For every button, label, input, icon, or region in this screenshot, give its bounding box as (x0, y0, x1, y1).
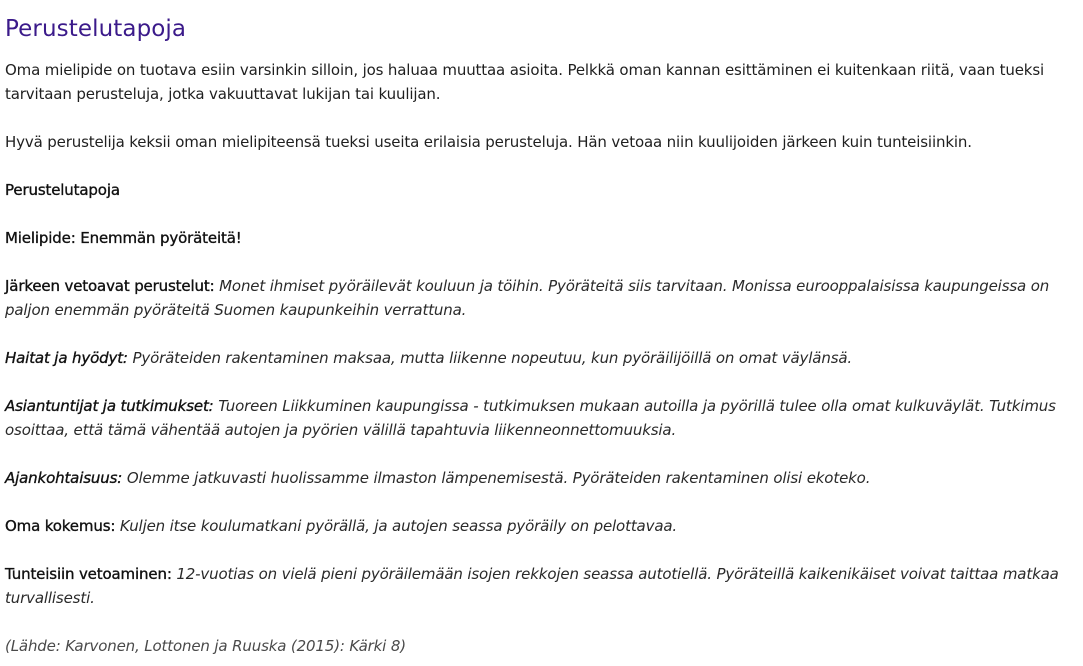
argument-label: Haitat ja hyödyt: (5, 349, 128, 367)
argument-label: Ajankohtaisuus: (5, 469, 123, 487)
opinion-statement (5, 226, 1077, 250)
subheading-text: Perustelutapoja (5, 181, 120, 199)
page-title: Perustelutapoja (5, 16, 187, 42)
source-citation (5, 634, 1077, 658)
source-text: (Lähde: Karvonen, Lottonen ja Ruuska (2015): Kärki 8) (5, 637, 406, 655)
argument-topicality (5, 466, 1077, 490)
argument-label: Oma kokemus: (5, 517, 116, 535)
argument-text: Pyöräteiden rakentaminen maksaa, mutta liikenne nopeutuu, kun pyöräilijöillä on omat väylänsä. (132, 349, 853, 367)
argument-text: Kuljen itse koulumatkani pyörällä, ja autojen seassa pyöräily on pelottavaa. (119, 517, 678, 535)
argument-text: 12-vuotias on vielä pieni pyöräilemään isojen rekkojen seassa autotiellä. Pyöräteillä kaikenikäiset voivat taittaa matkaa turvallisesti. (5, 565, 1059, 607)
argument-text: Tuoreen Liikkuminen kaupungissa - tutkimuksen mukaan autoilla ja pyörillä tulee olla omat kulkuväylät. Tutkimus osoittaa, että tämä vähentää autojen ja pyörien välillä tapahtuvia liikenneonnettomuuksia. (5, 397, 1056, 439)
opinion-text: Mielipide: Enemmän pyöräteitä! (5, 229, 242, 247)
subheading (5, 178, 1077, 202)
argument-text: Monet ihmiset pyöräilevät kouluun ja töihin. Pyöräteitä siis tarvitaan. Monissa eurooppalaisissa kaupungeissa on paljon enemmän pyöräteitä Suomen kaupunkeihin verrattuna. (5, 277, 1050, 319)
argument-experts (5, 394, 1077, 442)
argument-text: Olemme jatkuvasti huolissamme ilmaston lämpenemisestä. Pyöräteiden rakentaminen olisi ekoteko. (126, 469, 871, 487)
argument-pros-cons (5, 346, 1077, 370)
intro-paragraph-1: Oma mielipide on tuotava esiin varsinkin silloin, jos haluaa muuttaa asioita. Pelkkä oman kannan esittäminen ei kuitenkaan riitä, vaan tueksi tarvitaan perusteluja, jotka vakuuttavat lukijan tai kuulijan. (5, 61, 1045, 103)
argument-label: Tunteisiin vetoaminen: (5, 565, 172, 583)
argument-label: Asiantuntijat ja tutkimukset: (5, 397, 214, 415)
argument-rational (5, 274, 1077, 322)
argument-experience (5, 514, 1077, 538)
argument-label: Järkeen vetoavat perustelut: (5, 277, 215, 295)
argument-emotional (5, 562, 1077, 610)
intro-paragraph-2: Hyvä perustelija keksii oman mielipiteensä tueksi useita erilaisia perusteluja. Hän vetoaa niin kuulijoiden järkeen kuin tunteisiinkin. (5, 133, 972, 151)
